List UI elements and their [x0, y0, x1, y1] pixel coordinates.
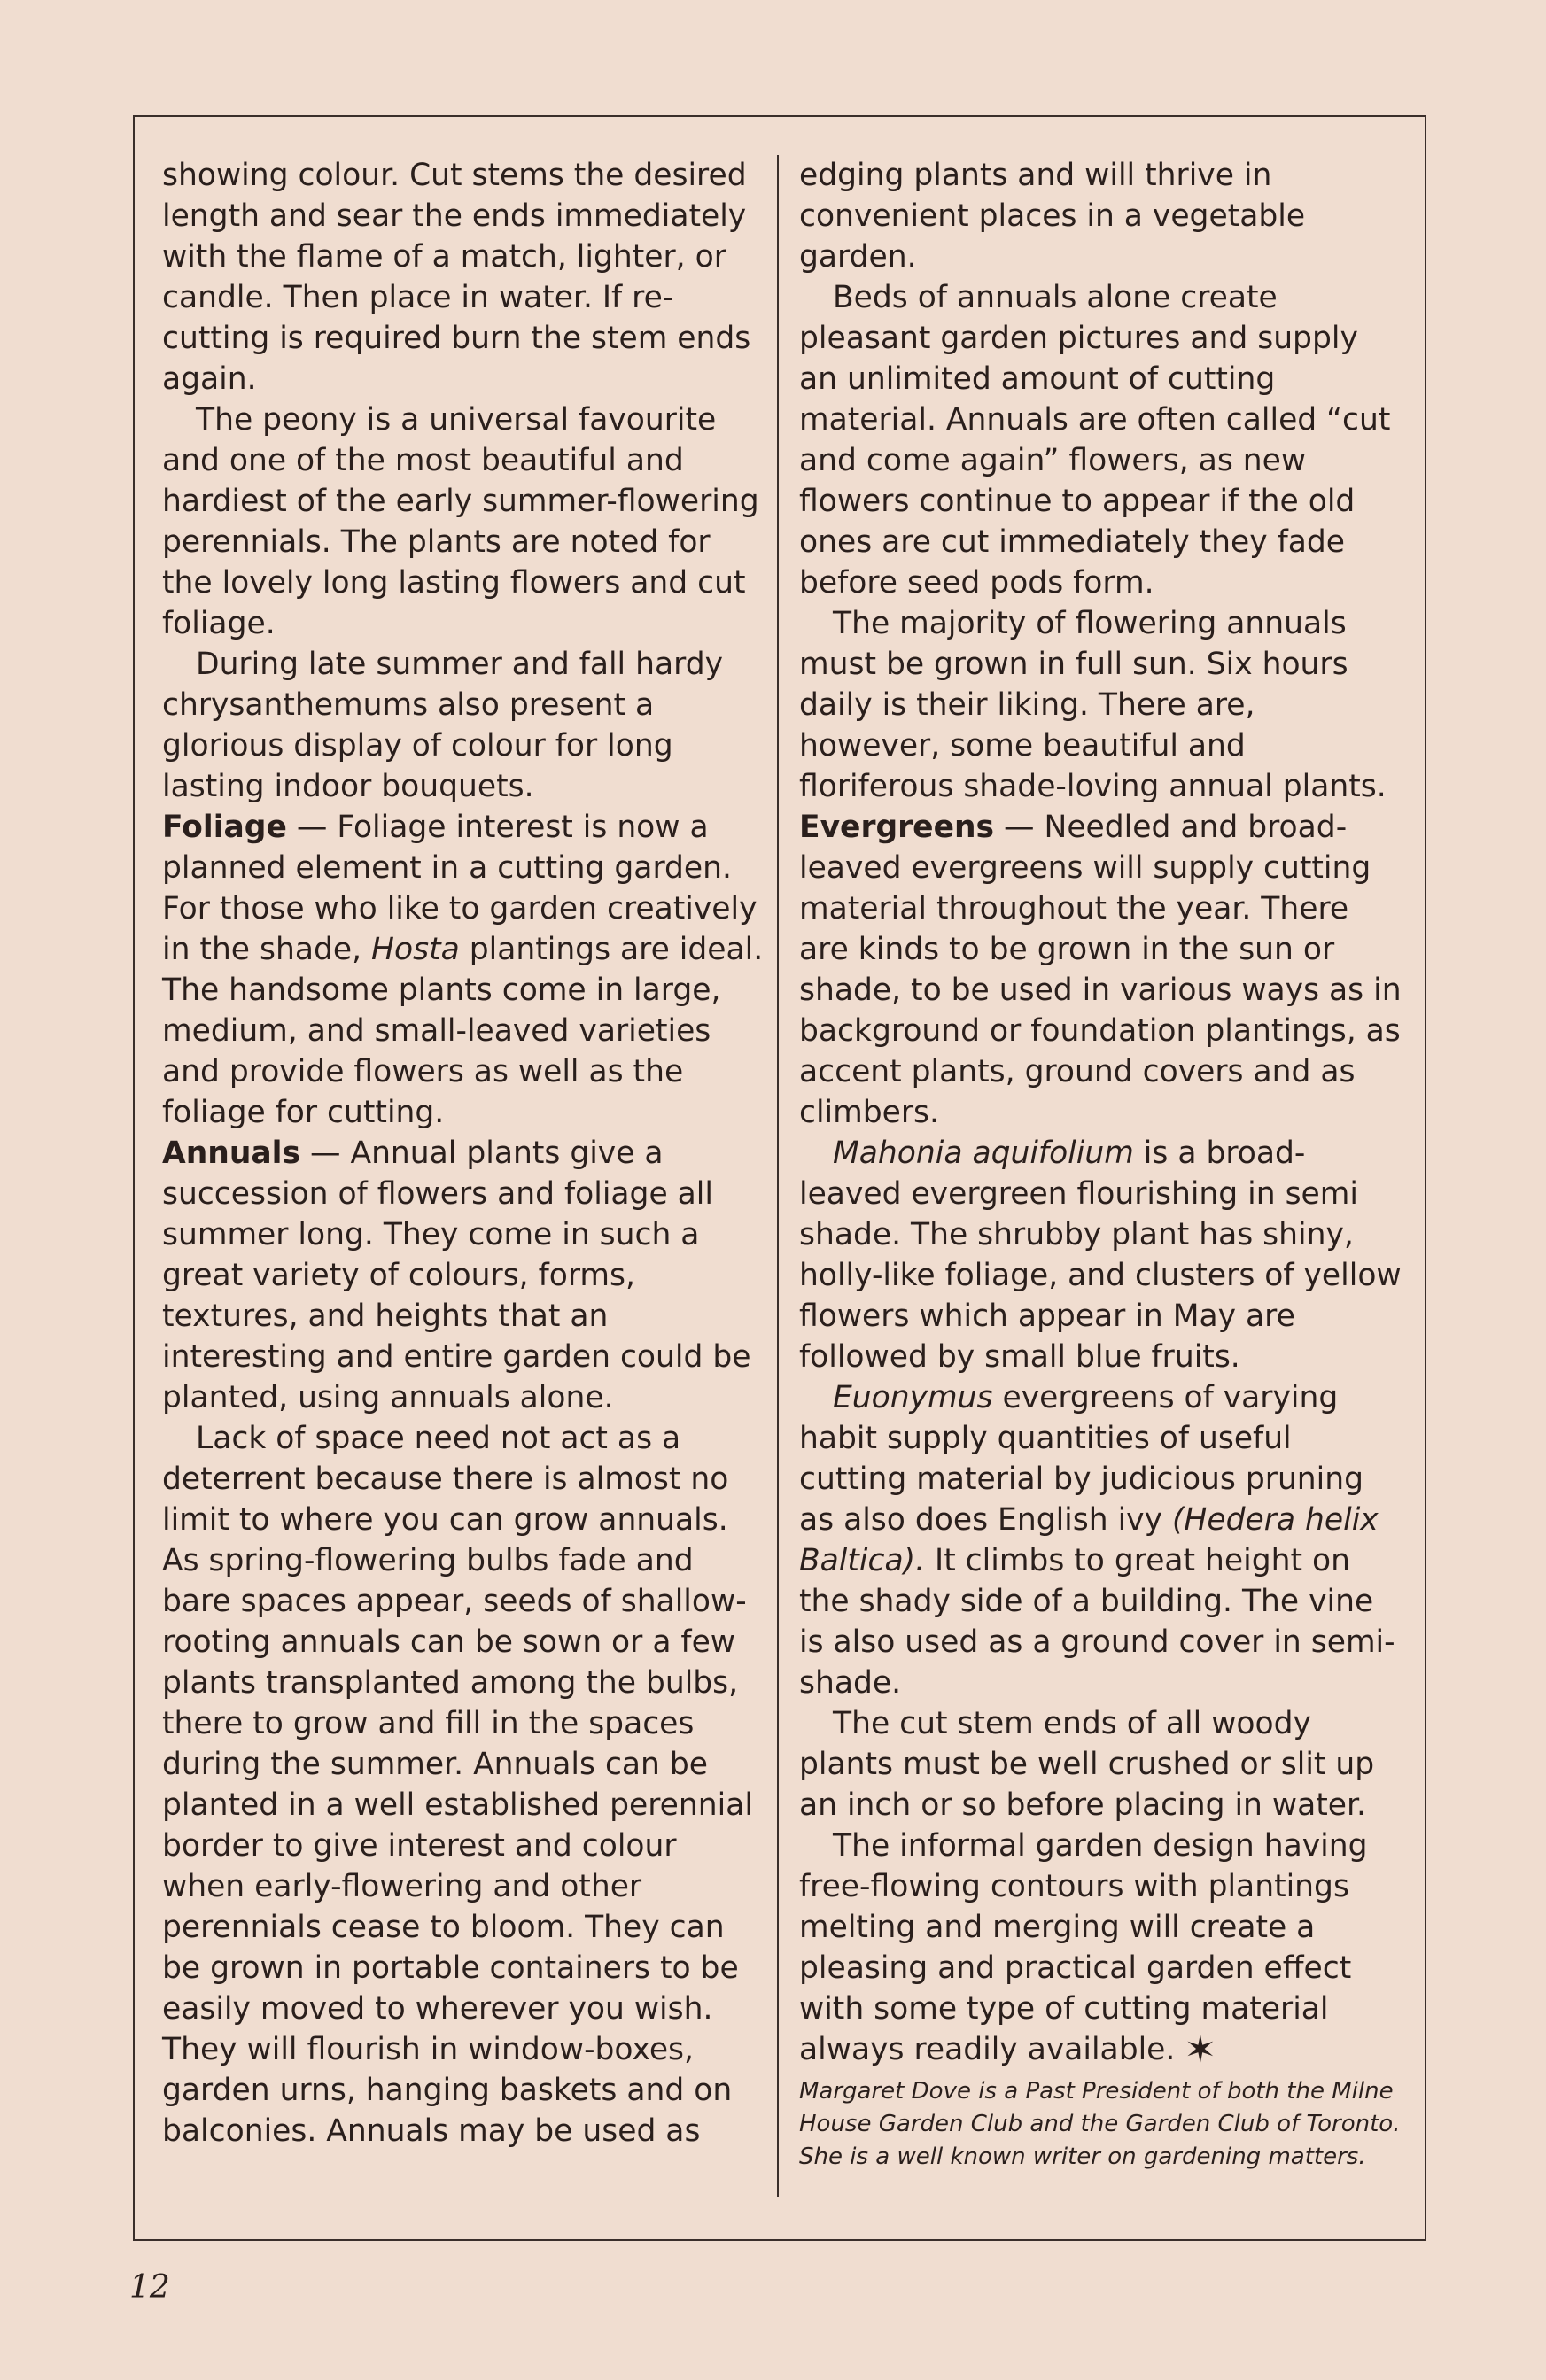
paragraph-peony: The peony is a universal favourite and one of the most beautiful and hardiest of the early summer-flowering perennials. The plants are noted for the lovely long lasting flowers and cut foliage. [162, 402, 759, 641]
paragraph-mahonia [799, 1133, 1402, 1377]
right-column [799, 155, 1402, 2174]
end-star-icon: ✶ [1184, 2027, 1217, 2073]
paragraph-informal-design [799, 1826, 1402, 2073]
paragraph-cut-stems: showing colour. Cut stems the desired length and sear the ends immediately with the flame of a match, lighter, or candle. Then place in water. If re-cutting is required burn the stem ends again. [162, 158, 751, 397]
heading-evergreens: Evergreens [799, 810, 995, 845]
paragraph-full-sun: The majority of flowering annuals must be grown in full sun. Six hours daily is their liking. There are, however, some beautiful and floriferous shade-loving annual plants. [799, 606, 1387, 804]
page-number: 12 [129, 2269, 170, 2306]
paragraph-foliage [162, 807, 765, 1133]
paragraph-chrysanthemums: During late summer and fall hardy chrysanthemums also present a glorious display of colour for long lasting indoor bouquets. [162, 647, 724, 804]
heading-annuals: Annuals [162, 1136, 301, 1171]
annuals-text: — Annual plants give a succession of flowers and foliage all summer long. They come in such a great variety of colours, forms, textures, and heights that an interesting and entire garden could be planted, using annuals alone. [162, 1136, 751, 1415]
paragraph-evergreens [799, 807, 1402, 1133]
paragraph-beds-of-annuals: Beds of annuals alone create pleasant garden pictures and supply an unlimited amount of cutting material. Annuals are often called “cut and come again” flowers, as new flowers continue to appear if the old ones are cut immediately they fade before seed pods form. [799, 280, 1391, 601]
paragraph-annuals [162, 1133, 765, 1418]
foliage-text-1: — Foliage interest is now a planned element in a cutting garden. For those who like to garden creatively in the shade, [162, 810, 757, 967]
foliage-text-2: plantings are ideal. The handsome plants come in large, medium, and small-leaved varieties and provide flowers as well as the foliage for cutting. [162, 932, 764, 1130]
euonymus-text-2: It climbs to great height on the shady side of a building. The vine is also used as a ground cover in semi-shade. [799, 1543, 1395, 1701]
hosta-name: Hosta [371, 932, 460, 967]
paragraph-euonymus [799, 1377, 1402, 1703]
informal-design-text: The informal garden design having free-flowing contours with plantings melting and merging will create a pleasing and practical garden effect with some type of cutting material always readily available. [799, 1828, 1368, 2067]
evergreens-text: — Needled and broad-leaved evergreens will supply cutting material throughout the year. There are kinds to be grown in the sun or shade, to be used in various ways as in background or foundation plantings, as accent plants, ground covers and as climbers. [799, 810, 1402, 1130]
mahonia-name: Mahonia aquifolium [833, 1136, 1134, 1171]
paragraph-cut-stem-ends: The cut stem ends of all woody plants must be well crushed or slit up an inch or so before placing in water. [799, 1706, 1375, 1823]
left-column [162, 155, 765, 2151]
hedera-name: (Hedera helix Baltica). [799, 1502, 1379, 1578]
paragraph-edging-plants: edging plants and will thrive in convenient places in a vegetable garden. [799, 158, 1306, 275]
euonymus-name: Euonymus [833, 1380, 993, 1415]
mahonia-text: is a broad-leaved evergreen flourishing in semi shade. The shrubby plant has shiny, holly-like foliage, and clusters of yellow flowers which appear in May are followed by small blue fruits. [799, 1136, 1402, 1375]
euonymus-text-1: evergreens of varying habit supply quantities of useful cutting material by judicious pruning as also does English ivy [799, 1380, 1364, 1538]
author-bio: Margaret Dove is a Past President of both the Milne House Garden Club and the Garden Club of Toronto. She is a well known writer on gardening matters. [799, 2078, 1401, 2170]
heading-foliage: Foliage [162, 810, 287, 845]
column-divider [777, 155, 779, 2197]
paragraph-lack-of-space: Lack of space need not act as a deterrent because there is almost no limit to where you can grow annuals. As spring-flowering bulbs fade and bare spaces appear, seeds of shallow-rooting annuals can be sown or a few plants transplanted among the bulbs, there to grow and fill in the spaces during the summer. Annuals can be planted in a well established perennial border to give interest and colour when early-flowering and other perennials cease to bloom. They can be grown in portable containers to be easily moved to wherever you wish. They will flourish in window-boxes, garden urns, hanging baskets and on balconies. Annuals may be used as [162, 1421, 753, 2149]
